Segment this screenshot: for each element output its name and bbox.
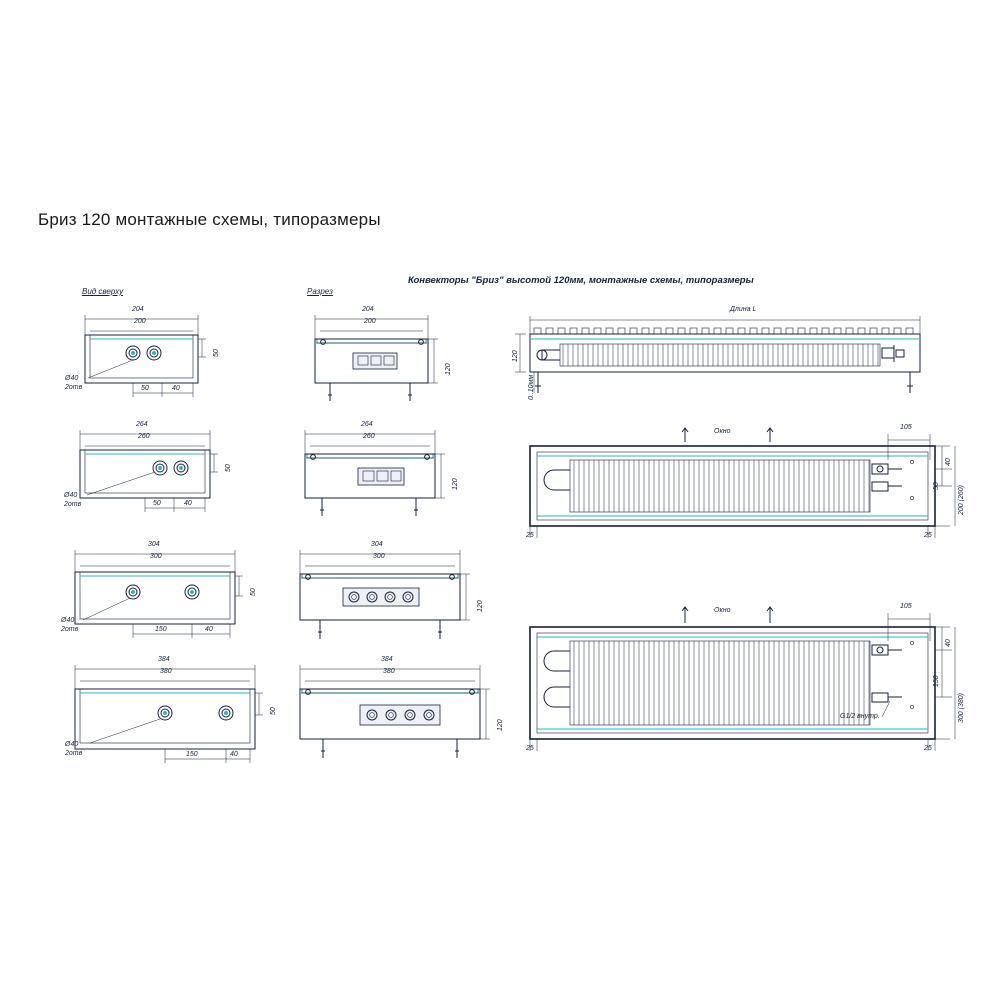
note-thread-g12: G1/2 внутр. bbox=[840, 713, 880, 720]
dim-outer-width-204: 204 bbox=[132, 306, 144, 313]
top-view-304 bbox=[50, 540, 280, 650]
note-hole-d40-2: Ø40 bbox=[64, 492, 78, 499]
dim-inner-width-300: 300 bbox=[150, 553, 162, 560]
dim-b-4: 40 bbox=[230, 751, 238, 758]
note-hole-d40-4: Ø40 bbox=[65, 741, 79, 748]
dim-inner-width-200: 200 bbox=[134, 318, 146, 325]
dim-inner-width-380: 380 bbox=[160, 668, 172, 675]
dim-sec-height-120-1: 120 bbox=[445, 363, 452, 375]
dim-25-left-2: 25 bbox=[526, 745, 534, 752]
dim-right-height-120: 120 bbox=[512, 350, 519, 362]
top-view-384 bbox=[50, 655, 290, 770]
note-bottom-gap: 0..10мм bbox=[528, 374, 535, 400]
dim-height-50-2: 50 bbox=[225, 464, 232, 472]
dim-b-3: 40 bbox=[205, 626, 213, 633]
dim-a-3: 150 bbox=[155, 626, 167, 633]
dim-sec-outer-384: 384 bbox=[381, 656, 393, 663]
note-hole-count-4: 2отв bbox=[65, 750, 83, 757]
right-view-plan-300-380 bbox=[490, 595, 965, 755]
dim-105-1: 105 bbox=[900, 424, 912, 431]
dim-sec-inner-200: 200 bbox=[364, 318, 376, 325]
top-view-264 bbox=[50, 420, 260, 525]
dim-40-1: 40 bbox=[945, 458, 952, 466]
dim-150-2: 150 bbox=[933, 675, 940, 687]
note-hole-d40-3: Ø40 bbox=[61, 617, 75, 624]
dim-sec-inner-300: 300 bbox=[373, 553, 385, 560]
label-window-1: Окно bbox=[714, 428, 731, 435]
right-view-plan-200-260 bbox=[490, 420, 965, 545]
section-384 bbox=[275, 655, 504, 775]
label-top-view: Вид сверху bbox=[82, 287, 124, 296]
dim-a-1: 50 bbox=[141, 385, 149, 392]
dim-a-4: 150 bbox=[186, 751, 198, 758]
dim-outer-width-384: 384 bbox=[158, 656, 170, 663]
right-view-side-elevation bbox=[490, 300, 960, 415]
drawing-title: Конвекторы "Бриз" высотой 120мм, монтажные схемы, типоразмеры bbox=[408, 275, 754, 286]
dim-sec-inner-380: 380 bbox=[383, 668, 395, 675]
dim-sec-outer-304: 304 bbox=[371, 541, 383, 548]
label-section: Разрез bbox=[307, 287, 333, 296]
dim-width-200-260: 200 (260) bbox=[958, 485, 965, 515]
note-hole-count-2: 2отв bbox=[64, 501, 82, 508]
dim-25-right-1: 25 bbox=[924, 532, 932, 539]
note-hole-count-3: 2отв bbox=[61, 626, 79, 633]
dim-25-right-2: 25 bbox=[924, 745, 932, 752]
dim-sec-outer-204: 204 bbox=[362, 306, 374, 313]
top-view-204 bbox=[50, 305, 250, 410]
section-304 bbox=[275, 540, 484, 655]
section-264 bbox=[280, 420, 460, 530]
dim-sec-height-120-4: 120 bbox=[497, 719, 504, 731]
dim-sec-inner-260: 260 bbox=[363, 433, 375, 440]
dim-sec-outer-264: 264 bbox=[361, 421, 373, 428]
dim-b-1: 40 bbox=[172, 385, 180, 392]
dim-width-300-380: 300 (380) bbox=[958, 693, 965, 723]
dim-40-2: 40 bbox=[945, 639, 952, 647]
dim-a-2: 50 bbox=[153, 500, 161, 507]
dim-50-1: 50 bbox=[933, 482, 940, 490]
note-hole-count-1: 2отв bbox=[65, 384, 83, 391]
label-length-L: Длина L bbox=[730, 306, 757, 313]
note-hole-d40-1: Ø40 bbox=[65, 375, 79, 382]
dim-height-50-1: 50 bbox=[213, 349, 220, 357]
dim-outer-width-304: 304 bbox=[148, 541, 160, 548]
dim-outer-width-264: 264 bbox=[136, 421, 148, 428]
label-window-2: Окно bbox=[714, 607, 731, 614]
dim-sec-height-120-2: 120 bbox=[452, 478, 459, 490]
dim-25-left-1: 25 bbox=[526, 532, 534, 539]
dim-105-2: 105 bbox=[900, 603, 912, 610]
dim-sec-height-120-3: 120 bbox=[477, 600, 484, 612]
dim-height-50-3: 50 bbox=[250, 588, 257, 596]
section-204 bbox=[285, 305, 455, 415]
dim-inner-width-260: 260 bbox=[138, 433, 150, 440]
drawing-sheet bbox=[30, 265, 970, 785]
dim-height-50-4: 50 bbox=[270, 707, 277, 715]
page-title: Бриз 120 монтажные схемы, типоразмеры bbox=[38, 210, 381, 229]
dim-b-2: 40 bbox=[184, 500, 192, 507]
